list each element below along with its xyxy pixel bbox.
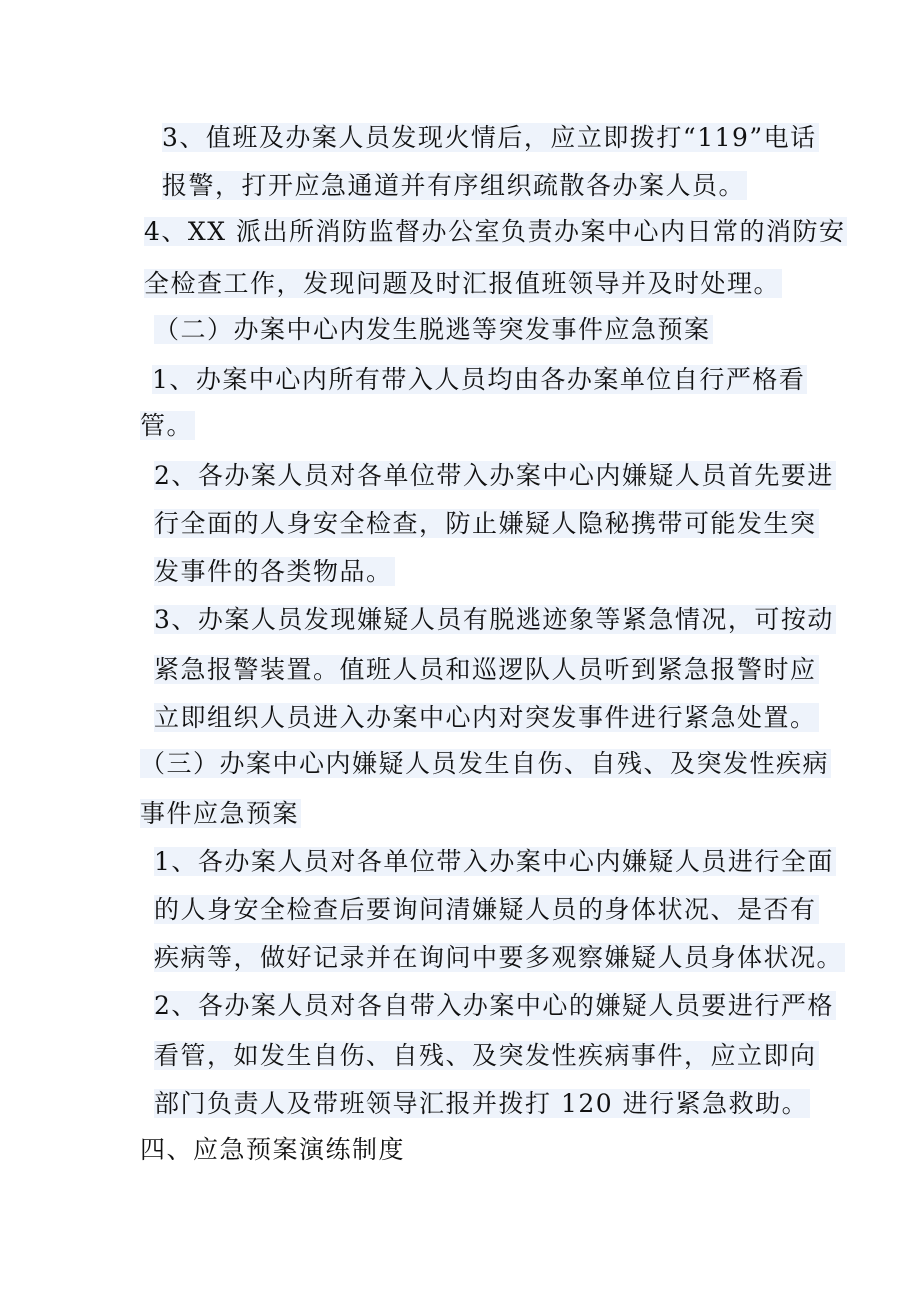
text-line [154,456,836,496]
text-line [154,986,836,1026]
text-line [154,600,836,640]
text-line [154,650,819,690]
section-heading [154,310,713,350]
text-line-content: 全检查工作，发现问题及时汇报值班领导并及时处理。 [144,269,781,298]
text-line [144,212,847,252]
text-line-content: 2、各办案人员对各单位带入办案中心内嫌疑人员首先要进 [154,461,834,490]
text-line-content: 四、应急预案演练制度 [140,1135,406,1164]
text-line [152,360,807,400]
text-line-content: 管。 [140,411,194,440]
text-line [154,504,819,544]
text-line-content: 2、各办案人员对各自带入办案中心的嫌疑人员要进行严格 [154,991,834,1020]
text-line-content: 的人身安全检查后要询问清嫌疑人员的身体状况、是否有 [154,895,817,924]
text-line-content: （二）办案中心内发生脱逃等突发事件应急预案 [154,315,711,344]
text-line-content: 疾病等，做好记录并在询问中要多观察嫌疑人员身体状况。 [154,943,844,972]
text-line-content: （三）办案中心内嫌疑人员发生自伤、自残、及突发性疾病 [140,749,830,778]
text-line [154,552,395,592]
section-heading [140,744,831,784]
text-line-content: 1、各办案人员对各单位带入办案中心内嫌疑人员进行全面 [154,847,834,876]
section-heading [140,794,301,834]
text-line [140,406,195,446]
text-line-content: 发事件的各类物品。 [154,557,393,586]
text-line-content: 部门负责人及带班领导汇报并拨打 120 进行紧急救助。 [154,1089,809,1118]
text-line [144,264,782,304]
text-line-content: 3、办案人员发现嫌疑人员有脱逃迹象等紧急情况，可按动 [154,605,834,634]
text-line-content: 立即组织人员进入办案中心内对突发事件进行紧急处置。 [154,703,817,732]
text-line-content: 紧急报警装置。值班人员和巡逻队人员听到紧急报警时应 [154,655,817,684]
text-line-content: 4、XX 派出所消防监督办公室负责办案中心内日常的消防安 [144,217,846,246]
section-heading [140,1130,405,1170]
text-line [154,890,819,930]
text-line-content: 行全面的人身安全检查，防止嫌疑人隐秘携带可能发生突 [154,509,817,538]
text-line-content: 报警，打开应急通道并有序组织疏散各办案人员。 [162,171,746,200]
text-line [154,842,836,882]
text-line-content: 看管，如发生自伤、自残、及突发性疾病事件，应立即向 [154,1041,817,1070]
text-line [154,698,819,738]
text-line-content: 1、办案中心内所有带入人员均由各办案单位自行严格看 [152,365,806,394]
text-line [162,166,747,206]
text-line [154,1084,810,1124]
text-line [154,1036,819,1076]
text-line [162,118,819,158]
text-line [154,938,845,978]
text-line-content: 3、值班及办案人员发现火情后，应立即拨打“119”电话 [162,123,817,152]
text-line-content: 事件应急预案 [140,799,300,828]
